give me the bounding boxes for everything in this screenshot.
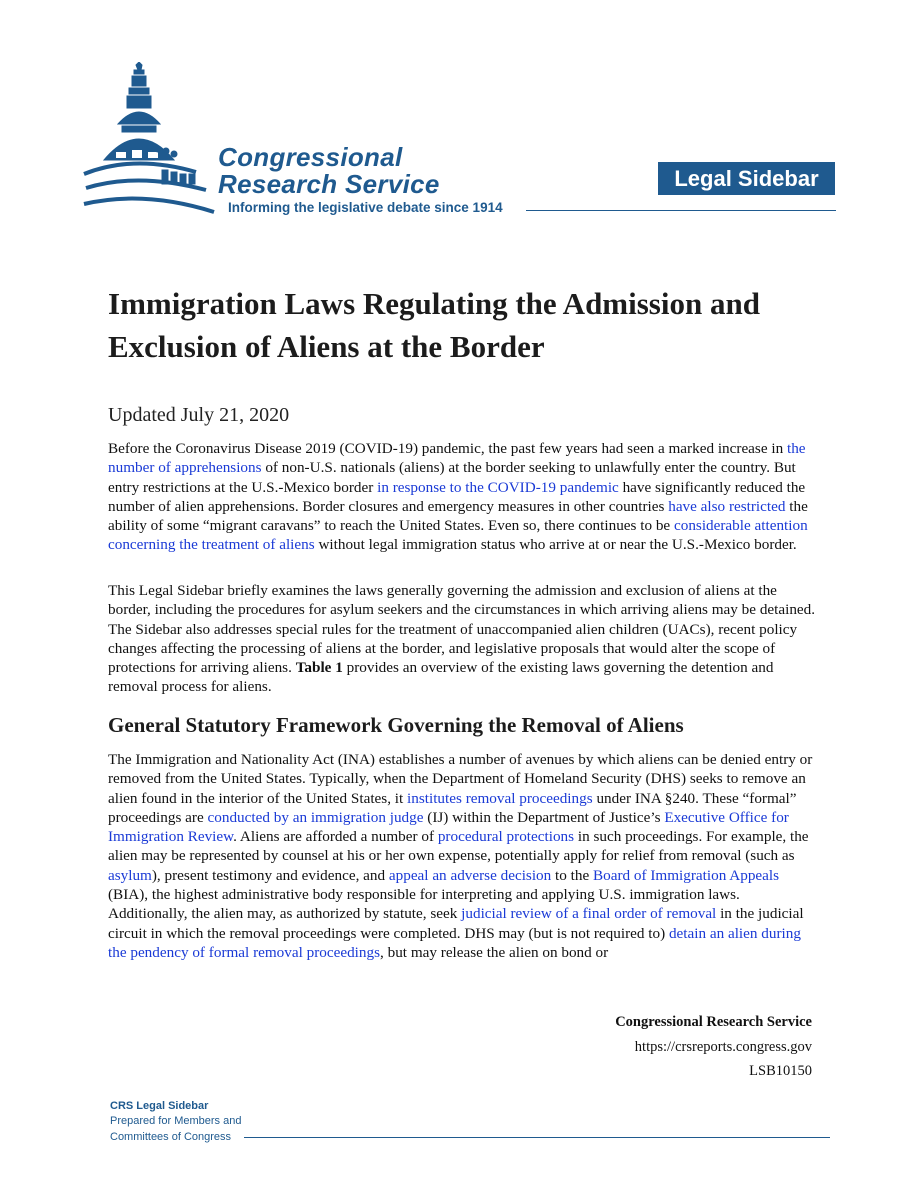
text-run: of non-U.S. nationals (aliens) at the border seeking to unlawfully enter the country. But entry restrictions at the U.S.-Mexico border [108, 459, 796, 496]
footer-url: https://crsreports.congress.gov [634, 1039, 812, 1055]
text-run: ), present testimony and evidence, and [151, 866, 389, 884]
hyperlink[interactable]: Executive Office for Immigration Review [108, 808, 789, 846]
footer-series: CRS Legal Sidebar [110, 1100, 209, 1112]
legal-sidebar-badge: Legal Sidebar [658, 162, 835, 195]
text-run: (IJ) within the Department of Justice’s [423, 808, 665, 826]
text-run: under INA §240. These “formal” proceedings are [108, 789, 797, 826]
hyperlink[interactable]: procedural protections [437, 828, 575, 846]
org-line-1: Congressional [218, 142, 403, 172]
paragraph-framework [108, 750, 820, 962]
text-run: in the judicial circuit in which the removal proceedings were completed. DHS may (but is not required to) [108, 905, 804, 942]
hyperlink[interactable]: conducted by an immigration judge [207, 808, 424, 826]
text-run: This Legal Sidebar briefly examines the laws generally governing the admission and exclusion of aliens at the border, including the procedures for asylum seekers and the circumstances in which arriving aliens may be detained. The Sidebar also addresses special rules for the treatment of unaccompanied alien children (UACs), recent policy changes affecting the processing of aliens at the border, and legislative proposals that would alter the scope of protections for arriving aliens. [108, 582, 816, 677]
org-name [218, 144, 440, 198]
text-run: , but may release the alien on bond or [380, 943, 609, 961]
hyperlink[interactable]: Board of Immigration Appeals [593, 866, 780, 884]
org-line-2: Research Service [218, 169, 440, 199]
hyperlink[interactable]: institutes removal proceedings [407, 789, 593, 807]
text-run: provides an overview of the existing laws governing the detention and removal process for aliens. [108, 659, 774, 696]
hyperlink[interactable]: judicial review of a final order of removal [461, 905, 717, 923]
hyperlink[interactable]: considerable attention concerning the treatment of aliens [108, 517, 808, 554]
text-run: the ability of some “migrant caravans” to reach the United States. Even so, there continues to be [108, 497, 808, 535]
paragraph-intro [108, 439, 820, 555]
footer-audience-2: Committees of Congress [110, 1131, 232, 1143]
hyperlink[interactable]: appeal an adverse decision [388, 866, 552, 884]
text-run: . Aliens are afforded a number of [233, 828, 438, 846]
hyperlink[interactable]: detain an alien during the pendency of formal removal proceedings [108, 924, 801, 961]
updated-date: Updated July 21, 2020 [108, 404, 290, 426]
text-run: without legal immigration status who arrive at or near the U.S.-Mexico border. [314, 536, 797, 554]
footer-org: Congressional Research Service [615, 1014, 812, 1030]
crs-capitol-logo [78, 62, 218, 217]
text-run: Before the Coronavirus Disease 2019 (COVID-19) pandemic, the past few years had seen a marked increase in [108, 440, 787, 457]
footer-audience-1: Prepared for Members and [110, 1115, 242, 1127]
paragraph-overview [108, 581, 820, 697]
text-run: in such proceedings. For example, the alien may be represented by counsel at his or her own expense, potentially apply for relief from removal (such as [108, 828, 809, 865]
document-title: Immigration Laws Regulating the Admission and Exclusion of Aliens at the Border [108, 286, 760, 364]
tagline-rule [526, 210, 836, 211]
hyperlink[interactable]: the number of apprehensions [108, 440, 806, 477]
text-run: to the [551, 866, 594, 884]
text-run: The Immigration and Nationality Act (INA) establishes a number of avenues by which aliens can be denied entry or removed from the United States. Typically, when the Department of Homeland Security (DHS) seeks to remove an alien found in the interior of the United States, it [108, 751, 813, 807]
footer-rule [244, 1137, 830, 1138]
footer-code: LSB10150 [749, 1063, 812, 1079]
section-heading: General Statutory Framework Governing the Removal of Aliens [108, 713, 684, 737]
text-run: have significantly reduced the number of alien apprehensions. Border closures and emergency measures in other countries [108, 478, 806, 515]
hyperlink[interactable]: have also restricted [668, 497, 786, 515]
hyperlink[interactable]: asylum [108, 866, 152, 884]
hyperlink[interactable]: in response to the COVID-19 pandemic [377, 478, 619, 496]
text-run: (BIA), the highest administrative body responsible for interpreting and applying U.S. immigration laws. Additionally, the alien may, as authorized by statute, seek [108, 886, 740, 923]
bold-reference: Table 1 [295, 659, 343, 677]
org-tagline: Informing the legislative debate since 1914 [228, 200, 503, 215]
